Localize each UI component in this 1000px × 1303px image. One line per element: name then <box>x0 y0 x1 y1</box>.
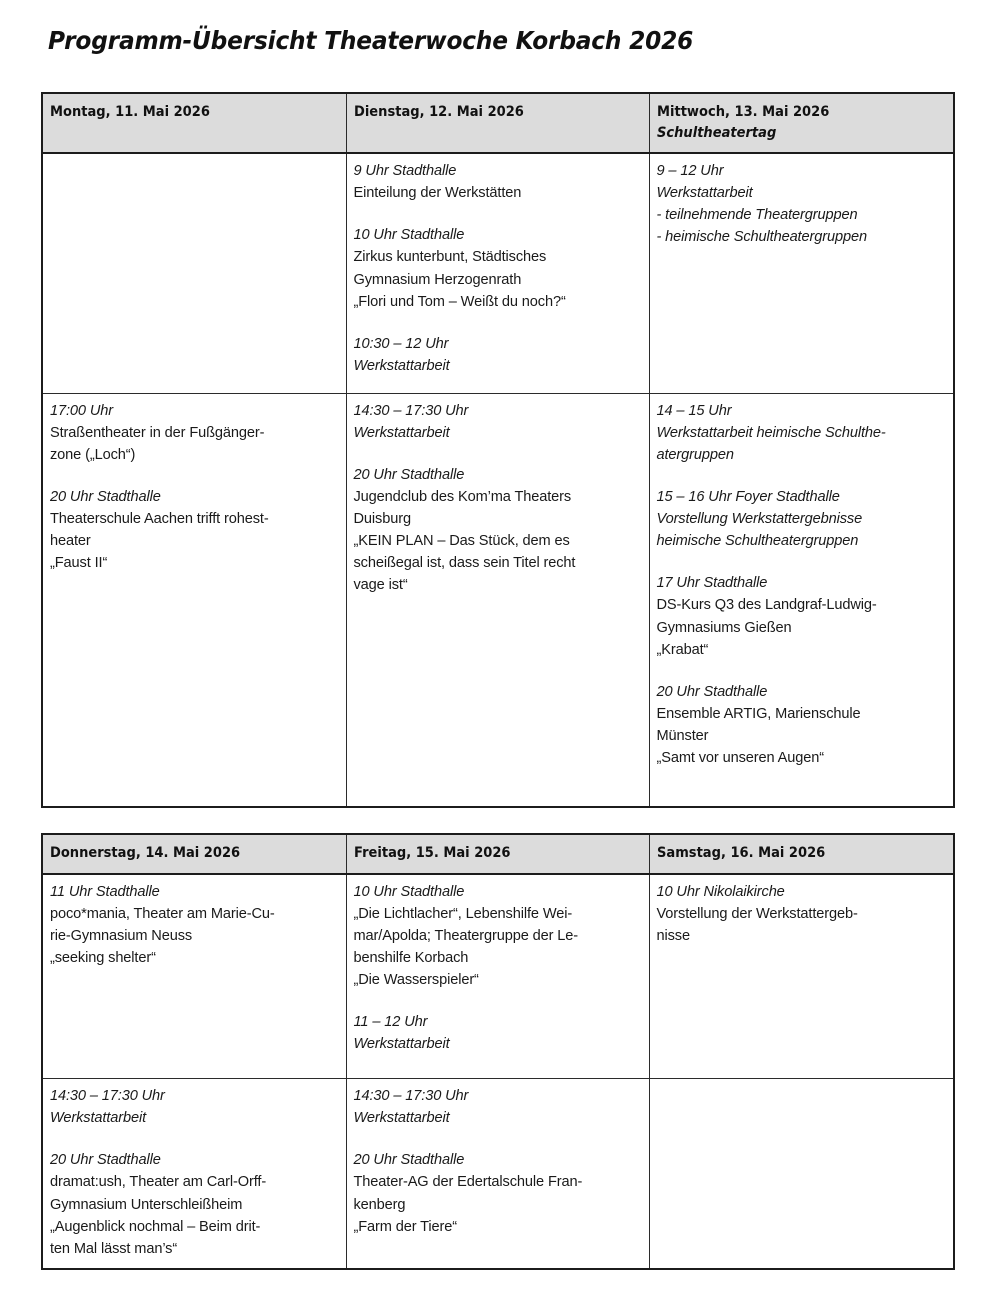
event-time-venue: 20 Uhr Stadthalle <box>50 488 161 505</box>
day-label: Dienstag, 12. Mai 2026 <box>353 104 524 120</box>
table-row <box>42 874 954 1079</box>
event-detail-line: dramat:ush, Theater am Carl-Orff- <box>50 1174 267 1191</box>
schedule-cell <box>42 153 346 393</box>
day-label: Donnerstag, 14. Mai 2026 <box>50 845 241 861</box>
event-detail-line: Vorstellung der Werkstattergeb- <box>656 905 858 922</box>
event-detail-line: atergruppen <box>656 446 734 463</box>
schedule-cell <box>42 393 346 807</box>
cell-content <box>50 400 339 575</box>
column-header-day <box>649 93 954 153</box>
schedule-table-week-second-half <box>41 833 955 1270</box>
empty-cell <box>50 160 339 170</box>
event-detail-line: Theaterschule Aachen trifft rohest- <box>50 511 269 528</box>
event-detail-line: Werkstattarbeit heimische Schulthe- <box>656 424 886 441</box>
event-detail-line: poco*mania, Theater am Marie-Cu- <box>50 905 275 922</box>
schedule-cell <box>346 1079 649 1269</box>
schedule-table-week-first-half <box>41 92 955 808</box>
event-detail-line: mar/Apolda; Theatergruppe der Le- <box>353 927 579 944</box>
event-detail-line: „Die Lichtlacher“, Lebenshilfe Wei- <box>353 905 573 922</box>
cell-content <box>657 400 947 770</box>
event-detail-line: heimische Schultheatergruppen <box>656 533 859 550</box>
cell-content <box>354 1085 642 1238</box>
cell-content <box>354 400 642 597</box>
event-detail-line: Zirkus kunterbunt, Städtisches <box>353 249 547 266</box>
event-detail-line: rie-Gymnasium Neuss <box>50 927 193 944</box>
event-detail-line: „Faust II“ <box>50 555 108 572</box>
event-block <box>354 1149 642 1237</box>
column-header-day <box>346 834 649 874</box>
day-label: Samstag, 16. Mai 2026 <box>656 845 825 861</box>
event-detail-line: nisse <box>656 927 690 944</box>
event-detail-line: - heimische Schultheatergruppen <box>656 229 867 246</box>
event-detail-line: „KEIN PLAN – Das Stück, dem es <box>353 533 570 550</box>
event-block <box>657 160 947 248</box>
event-detail-line: „Farm der Tiere“ <box>353 1218 457 1235</box>
event-time-venue: 20 Uhr Stadthalle <box>656 683 768 700</box>
schedule-cell <box>346 153 649 393</box>
event-time-venue: 20 Uhr Stadthalle <box>353 1152 465 1169</box>
empty-cell <box>657 1085 947 1095</box>
event-detail-line: Gymnasiums Gießen <box>656 619 792 636</box>
event-time-venue: Werkstattarbeit <box>353 357 450 374</box>
event-detail-line: Münster <box>656 727 709 744</box>
event-detail-line: Vorstellung Werkstattergebnisse <box>656 511 863 528</box>
event-detail-line: Einteilung der Werkstätten <box>353 185 522 202</box>
cell-content <box>354 881 642 1056</box>
event-detail-line: Gymnasium Unterschleißheim <box>50 1196 243 1213</box>
event-time-venue: 17:00 Uhr <box>50 402 114 419</box>
event-block <box>50 881 339 969</box>
event-block <box>50 1085 339 1129</box>
schedule-cell <box>649 874 954 1079</box>
event-time-venue: 20 Uhr Stadthalle <box>353 466 465 483</box>
event-detail-line: Werkstattarbeit <box>656 185 753 202</box>
event-block <box>354 400 642 444</box>
schedule-cell <box>649 393 954 807</box>
event-time-venue: 10 Uhr Stadthalle <box>353 227 465 244</box>
event-block <box>657 486 947 552</box>
event-block <box>50 486 339 574</box>
event-block <box>354 881 642 992</box>
event-time-venue: 14 – 15 Uhr <box>656 402 732 419</box>
event-block <box>657 881 947 947</box>
event-time-venue: 11 Uhr Stadthalle <box>50 883 160 900</box>
event-detail-line: Werkstattarbeit <box>353 1036 450 1053</box>
cell-content <box>354 160 642 377</box>
event-block <box>354 1011 642 1055</box>
schedule-cell <box>649 1079 954 1269</box>
table-header-row-group <box>42 93 954 153</box>
event-detail-line: „Krabat“ <box>656 641 709 658</box>
event-time-venue: 14:30 – 17:30 Uhr <box>50 1088 165 1105</box>
event-detail-line: „Flori und Tom – Weißt du noch?“ <box>353 293 566 310</box>
event-block <box>354 464 642 597</box>
event-detail-line: - teilnehmende Theatergruppen <box>656 207 858 224</box>
schedule-cell <box>42 1079 346 1269</box>
table-header-row <box>42 93 954 153</box>
column-header-day <box>42 834 346 874</box>
event-block <box>657 572 947 660</box>
event-detail-line: Werkstattarbeit <box>353 1110 450 1127</box>
table-header-row <box>42 834 954 874</box>
event-block <box>354 333 642 377</box>
event-time-venue: 14:30 – 17:30 Uhr <box>353 402 469 419</box>
event-block <box>657 681 947 769</box>
event-detail-line: zone („Loch“) <box>50 446 136 463</box>
day-label: Mittwoch, 13. Mai 2026 <box>656 104 829 120</box>
event-detail-line: „seeking shelter“ <box>50 949 156 966</box>
event-time-venue: 9 – 12 Uhr <box>656 163 724 180</box>
event-detail-line: „Die Wasserspieler“ <box>353 972 479 989</box>
event-detail-line: „Samt vor unseren Augen“ <box>656 750 824 767</box>
event-detail-line: ten Mal lässt man’s“ <box>50 1240 178 1257</box>
column-header-day <box>649 834 954 874</box>
event-detail-line: Werkstattarbeit <box>353 424 450 441</box>
schedule-cell <box>42 874 346 1079</box>
event-detail-line: Straßentheater in der Fußgänger- <box>50 424 265 441</box>
event-detail-line: Werkstattarbeit <box>50 1110 147 1127</box>
table-header-row-group <box>42 834 954 874</box>
day-subtitle: Schultheatertag <box>656 124 776 141</box>
event-time-venue: 10:30 – 12 Uhr <box>353 335 449 352</box>
event-detail-line: Jugendclub des Kom’ma Theaters <box>353 488 572 505</box>
event-time-venue: 10 Uhr Stadthalle <box>353 883 465 900</box>
cell-content <box>50 1085 339 1260</box>
event-detail-line: scheißegal ist, dass sein Titel recht <box>353 555 576 572</box>
event-time-venue: 14:30 – 17:30 Uhr <box>353 1088 469 1105</box>
event-block <box>354 1085 642 1129</box>
table-row <box>42 393 954 807</box>
event-block <box>657 400 947 466</box>
page-title: Programm-Übersicht Theaterwoche Korbach 2026 <box>48 26 694 55</box>
event-time-venue: 20 Uhr Stadthalle <box>50 1152 161 1169</box>
event-detail-line: „Augenblick nochmal – Beim drit- <box>50 1218 261 1235</box>
event-detail-line: Theater-AG der Edertalschule Fran- <box>353 1174 583 1191</box>
event-detail-line: benshilfe Korbach <box>353 949 469 966</box>
table-body <box>42 874 954 1269</box>
column-header-day <box>346 93 649 153</box>
event-time-venue: 15 – 16 Uhr Foyer Stadthalle <box>656 488 840 505</box>
event-block <box>50 1149 339 1260</box>
cell-content <box>50 881 339 969</box>
event-detail-line: Duisburg <box>353 511 411 528</box>
table-body <box>42 153 954 807</box>
event-block <box>354 160 642 204</box>
event-detail-line: kenberg <box>353 1196 406 1213</box>
schedule-cell <box>346 393 649 807</box>
event-block <box>354 224 642 312</box>
schedule-cell <box>649 153 954 393</box>
table-row <box>42 1079 954 1269</box>
event-detail-line: Gymnasium Herzogenrath <box>353 271 522 288</box>
event-time-venue: 10 Uhr Nikolaikirche <box>656 883 785 900</box>
event-detail-line: Ensemble ARTIG, Marienschule <box>656 705 861 722</box>
day-label: Montag, 11. Mai 2026 <box>50 104 210 120</box>
table-row <box>42 153 954 393</box>
event-detail-line: DS-Kurs Q3 des Landgraf-Ludwig- <box>656 597 877 614</box>
event-detail-line: heater <box>50 533 91 550</box>
event-time-venue: 17 Uhr Stadthalle <box>656 575 768 592</box>
event-block <box>50 400 339 466</box>
event-time-venue: 9 Uhr Stadthalle <box>353 163 457 180</box>
event-time-venue: 11 – 12 Uhr <box>353 1014 428 1031</box>
schedule-cell <box>346 874 649 1079</box>
event-detail-line: vage ist“ <box>353 577 408 594</box>
day-label: Freitag, 15. Mai 2026 <box>353 845 511 861</box>
cell-content <box>657 881 947 947</box>
column-header-day <box>42 93 346 153</box>
cell-content <box>657 160 947 248</box>
